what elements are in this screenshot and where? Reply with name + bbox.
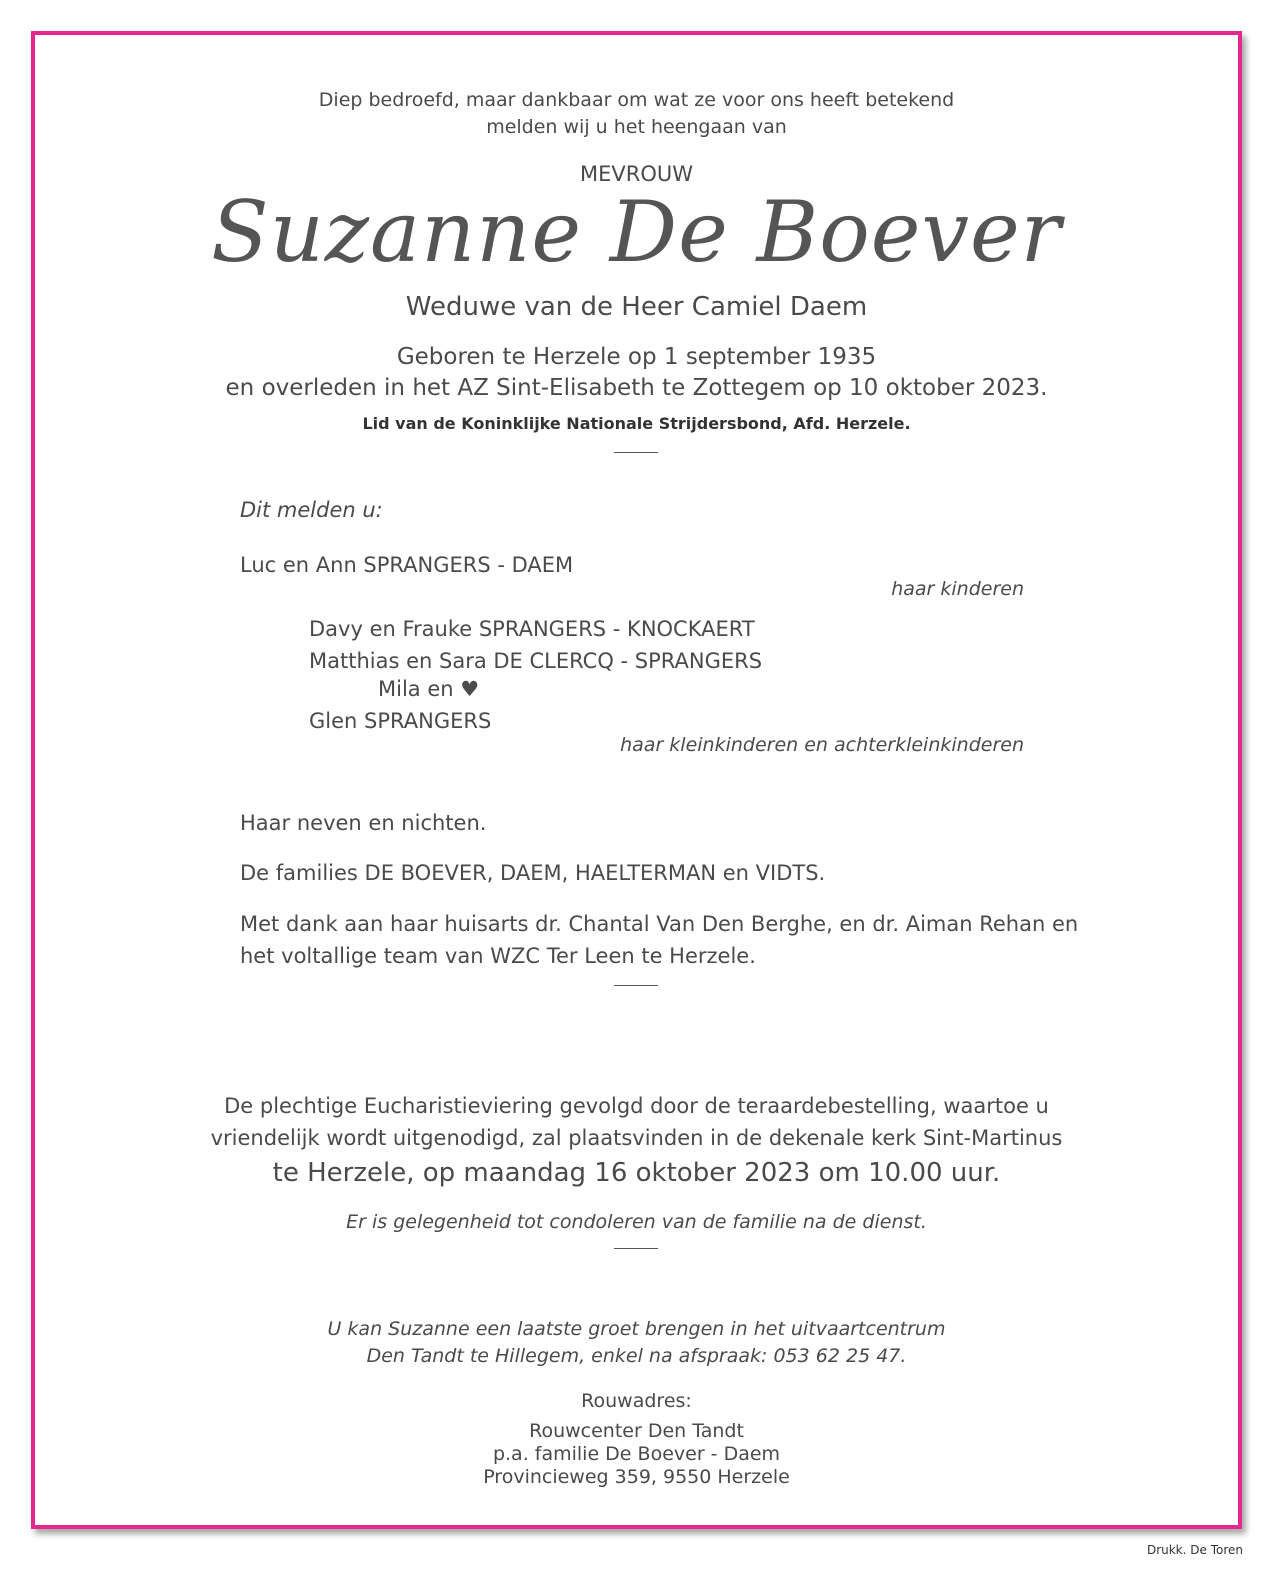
membership-line: Lid van de Koninklijke Nationale Strijdersbond, Afd. Herzele.: [362, 414, 911, 433]
ceremony-line-1: De plechtige Eucharistieviering gevolgd door de teraardebestelling, waartoe u: [224, 1094, 1049, 1118]
printer-credit: Drukk. De Toren: [1146, 1543, 1243, 1557]
spouse-line: Weduwe van de Heer Camiel Daem: [405, 292, 868, 322]
divider-2: [614, 985, 658, 986]
divider-3: [614, 1248, 658, 1249]
ceremony-line-3: te Herzele, op maandag 16 oktober 2023 om 10.00 uur.: [272, 1158, 1001, 1188]
nephews-line: Haar neven en nichten.: [240, 811, 487, 835]
farewell-line-2: Den Tandt te Hillegem, enkel na afspraak: 053 62 25 47.: [366, 1345, 907, 1367]
grandchild-line-1: Davy en Frauke SPRANGERS - KNOCKAERT: [309, 617, 755, 641]
address-line-3: Provincieweg 359, 9550 Herzele: [483, 1466, 790, 1488]
intro-line-2: melden wij u het heengaan van: [486, 116, 787, 138]
farewell-line-1: U kan Suzanne een laatste groet brengen in het uitvaartcentrum: [327, 1318, 946, 1340]
grandchild-line-2: Matthias en Sara DE CLERCQ - SPRANGERS: [309, 649, 763, 673]
children-role: haar kinderen: [891, 578, 1024, 600]
families-line: De families DE BOEVER, DAEM, HAELTERMAN en VIDTS.: [240, 861, 826, 885]
great-grandchild-line: Mila en ♥: [378, 677, 480, 701]
birth-line: Geboren te Herzele op 1 september 1935: [396, 344, 877, 370]
address-line-1: Rouwcenter Den Tandt: [529, 1420, 744, 1442]
intro-line-1: Diep bedroefd, maar dankbaar om wat ze voor ons heeft betekend: [318, 89, 955, 111]
divider-1: [614, 452, 658, 453]
address-line-2: p.a. familie De Boever - Daem: [492, 1443, 781, 1465]
death-line: en overleden in het AZ Sint-Elisabeth te Zottegem op 10 oktober 2023.: [225, 375, 1048, 401]
ceremony-line-2: vriendelijk wordt uitgenodigd, zal plaatsvinden in de dekenale kerk Sint-Martinus: [210, 1126, 1063, 1150]
grandchild-line-4: Glen SPRANGERS: [309, 709, 492, 733]
thanks-line-2: het voltallige team van WZC Ter Leen te Herzele.: [240, 944, 756, 968]
thanks-line-1: Met dank aan haar huisarts dr. Chantal Van Den Berghe, en dr. Aiman Rehan en: [240, 912, 1079, 936]
condolence-line: Er is gelegenheid tot condoleren van de familie na de dienst.: [346, 1211, 927, 1233]
death-notice-card: [31, 31, 1242, 1529]
deceased-name: Suzanne De Boever: [211, 183, 1062, 281]
address-label: Rouwadres:: [581, 1390, 692, 1412]
title-mevrouw: MEVROUW: [579, 162, 693, 186]
grandchildren-role: haar kleinkinderen en achterkleinkinderen: [620, 734, 1024, 756]
children-names: Luc en Ann SPRANGERS - DAEM: [240, 553, 574, 577]
announce-label: Dit melden u:: [240, 498, 383, 522]
